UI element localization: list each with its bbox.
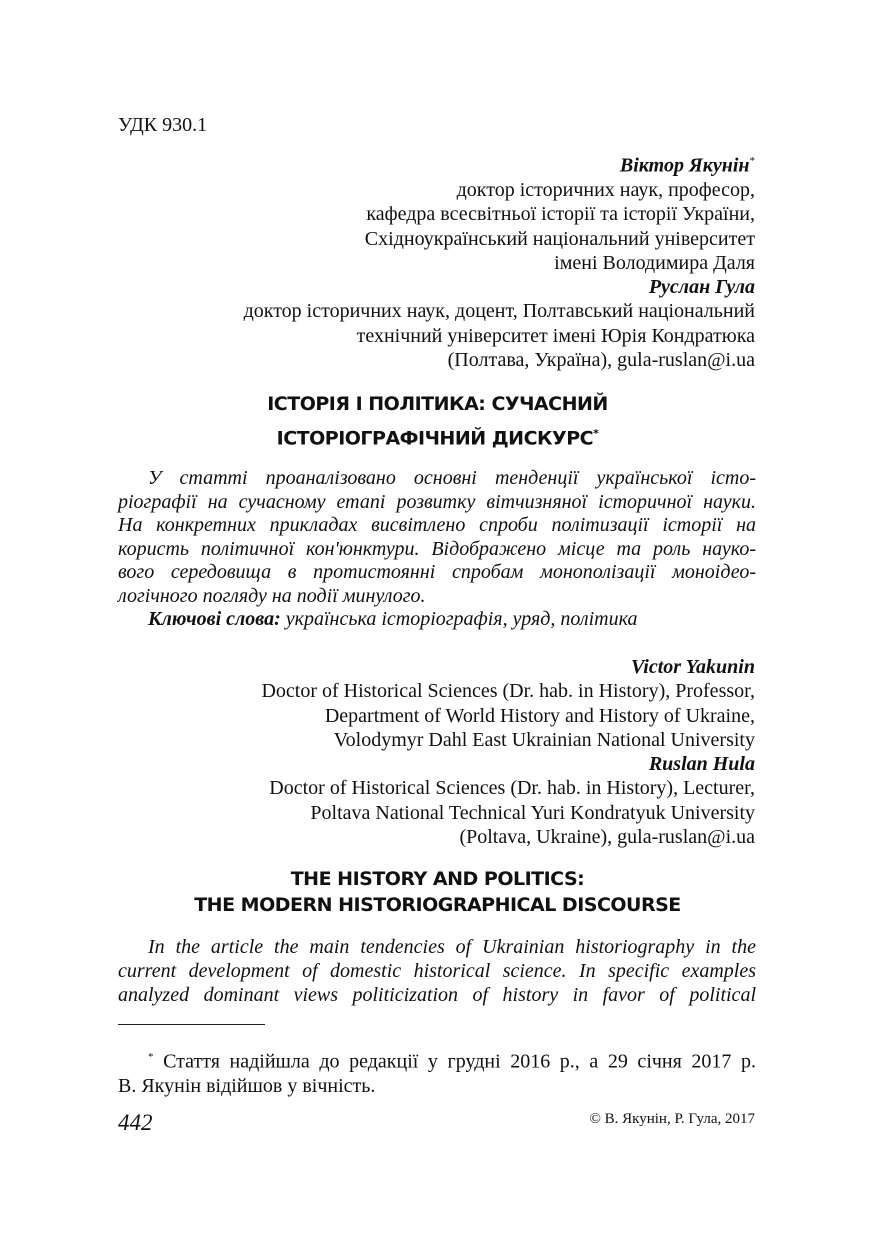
author-footnote-mark: * <box>749 155 755 167</box>
abstract-line: ріографії на сучасному етапі розвитку вітчизняної історичної науки. <box>118 490 756 513</box>
copyright: © В. Якунін, Р. Гула, 2017 <box>589 1111 755 1127</box>
en-author-block <box>261 655 755 849</box>
author-name: Victor Yakunin <box>631 656 755 678</box>
author-affiliation: технічний університет імені Юрія Кондратюка <box>356 324 755 347</box>
author-affiliation: доктор історичних наук, професор, <box>456 178 755 201</box>
abstract-line: користь політичної кон'юнктури. Відображено місце та роль науко- <box>118 537 756 560</box>
author-affiliation: кафедра всесвітньої історії та історії України, <box>366 203 755 226</box>
abstract-line: логічного погляду на події минулого. <box>118 584 426 607</box>
ua-abstract <box>118 467 756 632</box>
author-affiliation: Doctor of Historical Sciences (Dr. hab. in History), Lecturer, <box>269 777 755 800</box>
abstract-line: In the article the main tendencies of Ukrainian historiography in the <box>148 936 756 958</box>
author-affiliation: Volodymyr Dahl East Ukrainian National University <box>333 728 755 751</box>
ua-author-block <box>244 149 755 372</box>
author-affiliation: (Полтава, Україна), gula-ruslan@i.ua <box>447 349 755 372</box>
abstract-line: вого середовища в протистоянні спробам монополізації моноідео- <box>118 561 756 583</box>
author-affiliation: Department of World History and History of Ukraine, <box>324 704 755 727</box>
en-article-title <box>0 866 875 918</box>
author-affiliation: доктор історичних наук, доцент, Полтавський національний <box>243 300 755 323</box>
abstract-line: На конкретних прикладах висвітлено спроби політизації історії на <box>118 514 756 536</box>
title-line: ІСТОРІОГРАФІЧНИЙ ДИСКУРС <box>276 427 594 450</box>
page-number: 442 <box>118 1110 153 1135</box>
en-abstract <box>118 935 756 1007</box>
title-line: ІСТОРІЯ І ПОЛІТИКА: СУЧАСНИЙ <box>267 393 608 415</box>
footnote-divider <box>118 1024 265 1025</box>
title-footnote-mark: * <box>593 427 599 440</box>
keywords: українська історіографія, уряд, політика <box>280 608 638 630</box>
footnote-mark: * <box>148 1051 154 1063</box>
author-affiliation: Poltava National Technical Yuri Kondratyuk University <box>310 801 755 824</box>
footnote <box>118 1045 756 1098</box>
author-name: Ruslan Hula <box>648 753 755 776</box>
footnote-line: Стаття надійшла до редакції у грудні 2016 р., а 29 січня 2017 р. <box>163 1050 757 1073</box>
author-affiliation: Doctor of Historical Sciences (Dr. hab. in History), Professor, <box>261 680 755 703</box>
author-name: Віктор Якунін <box>619 154 750 177</box>
author-name: Руслан Гула <box>648 276 755 299</box>
title-line: THE HISTORY AND POLITICS: <box>290 868 585 890</box>
author-affiliation: Східноукраїнський національний університет <box>364 227 755 250</box>
footnote-line: В. Якунін відійшов у вічність. <box>118 1074 376 1097</box>
title-line: THE MODERN HISTORIOGRAPHICAL DISCOURSE <box>194 894 681 916</box>
udc-code: УДК 930.1 <box>118 114 208 136</box>
keywords-label: Ключові слова: <box>148 608 281 630</box>
ua-keywords <box>118 608 756 632</box>
abstract-line: analyzed dominant views politicization of history in favor of political <box>118 984 756 1006</box>
abstract-line: current development of domestic historical science. In specific examples <box>118 960 756 982</box>
ua-article-title <box>0 390 875 453</box>
author-affiliation: (Poltava, Ukraine), gula-ruslan@i.ua <box>459 826 755 849</box>
abstract-line: У статті проаналізовано основні тенденції української істо- <box>148 467 756 489</box>
author-affiliation: імені Володимира Даля <box>554 251 755 274</box>
